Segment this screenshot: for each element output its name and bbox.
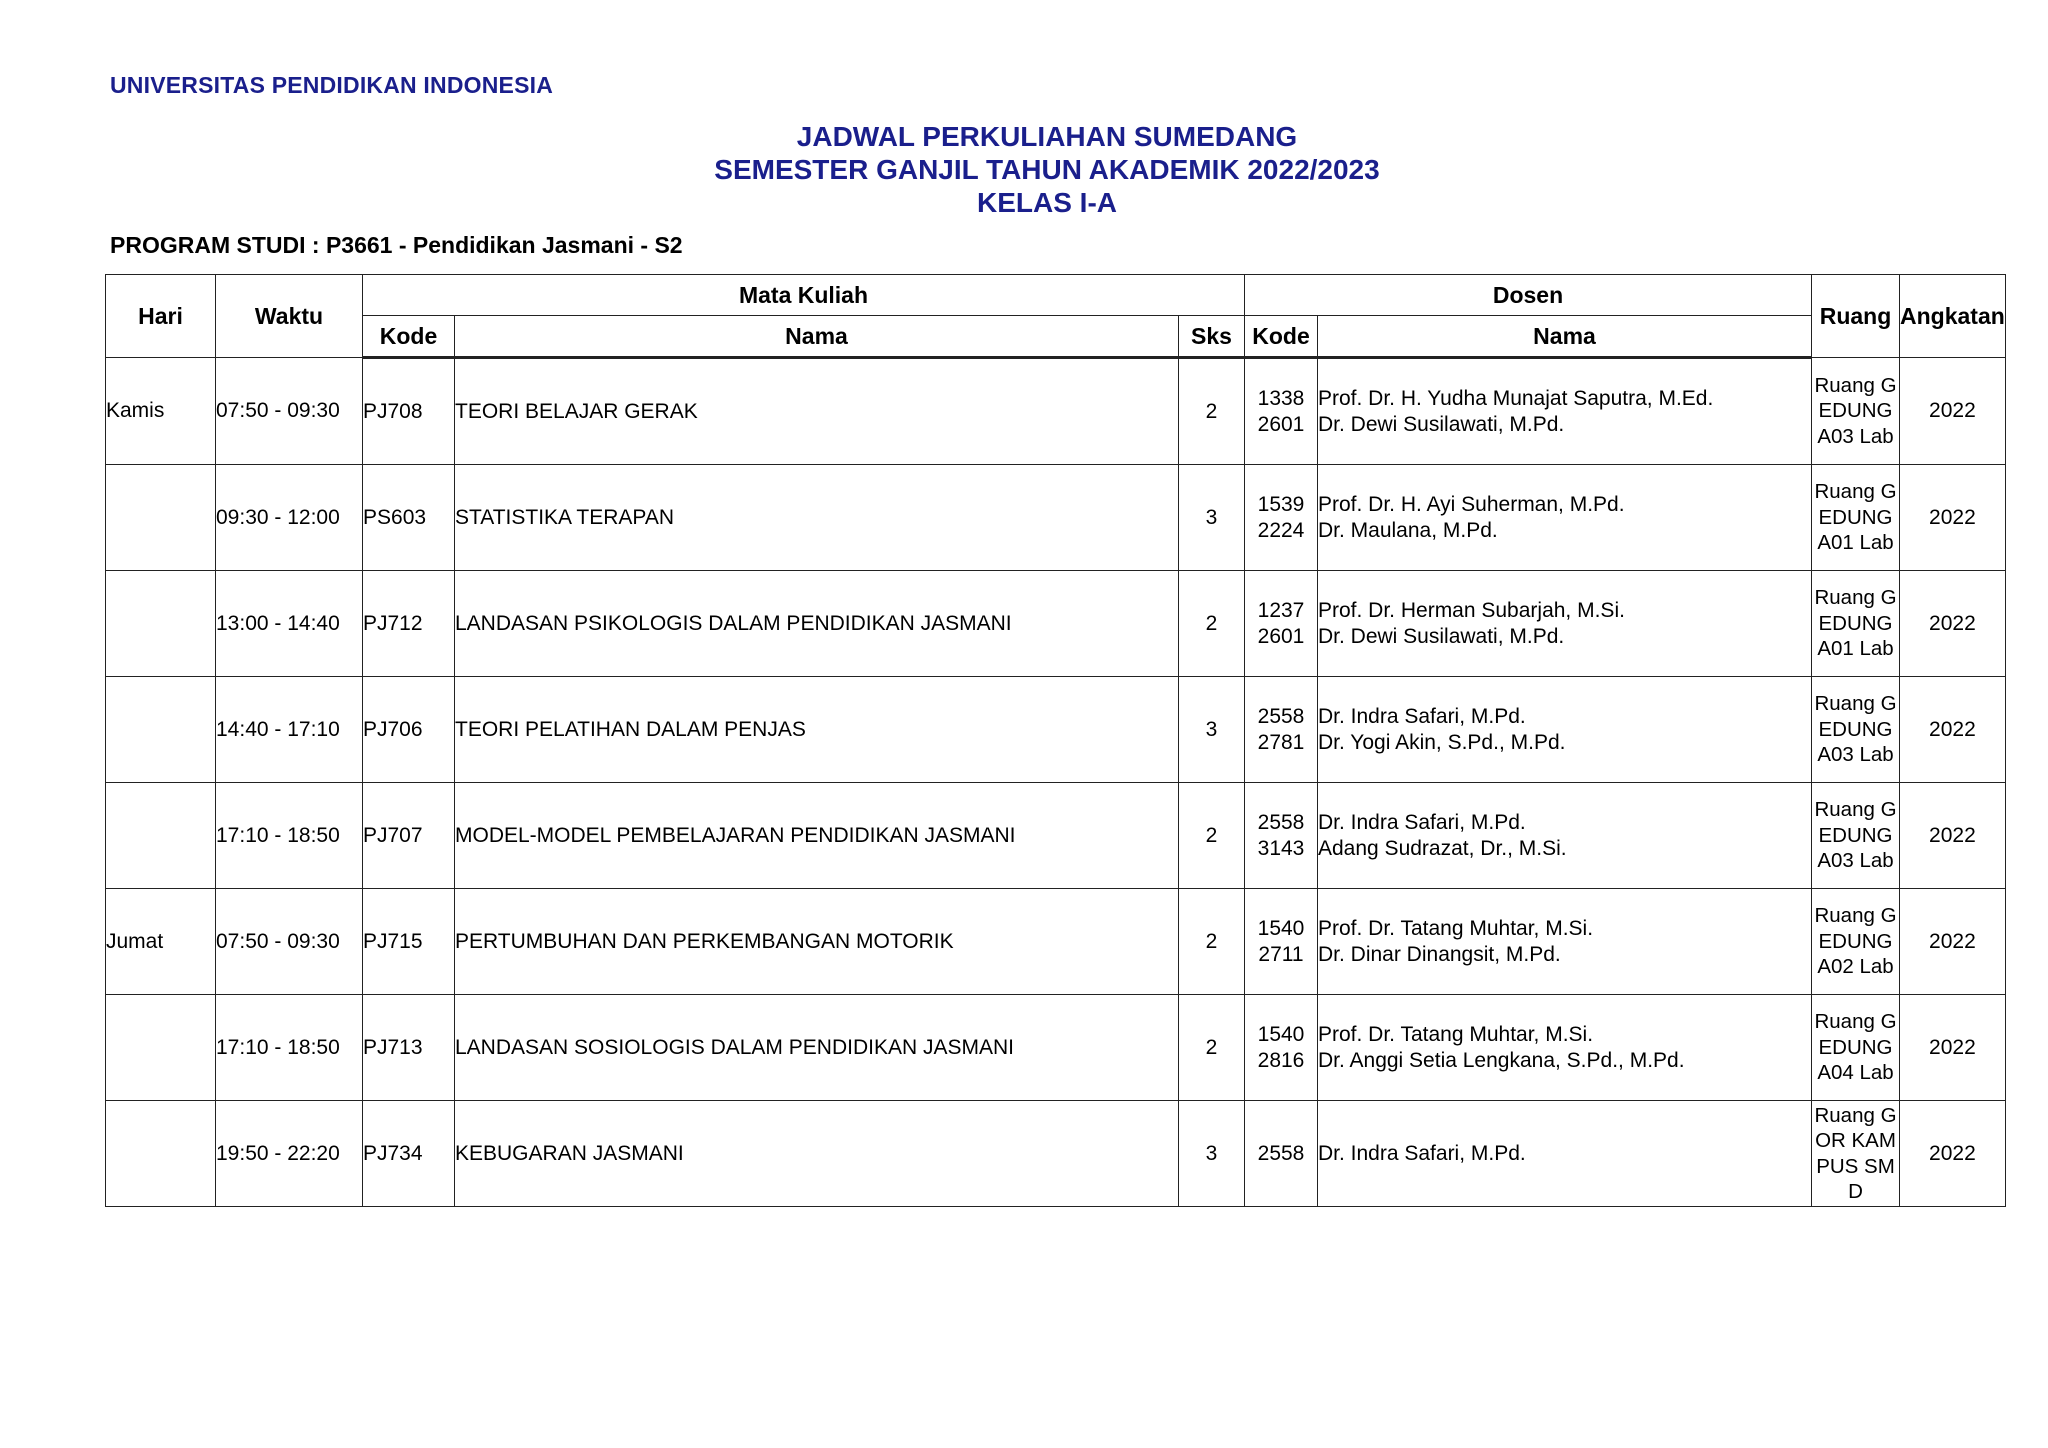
cell-dosen-nama: [1318, 571, 1812, 677]
cell-nama: STATISTIKA TERAPAN: [455, 465, 1179, 571]
dosen-kode-1: 2558: [1257, 1141, 1305, 1165]
cell-ruang: Ruang GEDUNG A03 Lab: [1812, 783, 1900, 889]
cell-kode: PJ707: [363, 783, 455, 889]
dosen-kode-2: 2781: [1257, 730, 1305, 754]
cell-dosen-nama: [1318, 677, 1812, 783]
cell-kode: PJ715: [363, 889, 455, 995]
cell-angkatan: 2022: [1900, 677, 2006, 783]
cell-dosen-nama: [1318, 1101, 1812, 1207]
header-dosen-kode: Kode: [1245, 316, 1318, 358]
table-row: [106, 995, 2006, 1101]
cell-waktu: 17:10 - 18:50: [216, 995, 363, 1101]
cell-sks: 2: [1179, 889, 1245, 995]
table-row: [106, 677, 2006, 783]
cell-ruang: Ruang GEDUNG A01 Lab: [1812, 571, 1900, 677]
header-dosen: Dosen: [1245, 275, 1812, 316]
cell-dosen-kode: [1245, 677, 1318, 783]
title-line-2: SEMESTER GANJIL TAHUN AKADEMIK 2022/2023: [714, 154, 1380, 185]
dosen-nama-2: Dr. Dewi Susilawati, M.Pd.: [1318, 412, 1565, 436]
cell-ruang: Ruang GEDUNG A01 Lab: [1812, 465, 1900, 571]
cell-angkatan: 2022: [1900, 571, 2006, 677]
cell-kode: PS603: [363, 465, 455, 571]
dosen-kode-2: 2711: [1258, 942, 1304, 966]
cell-dosen-kode: [1245, 1101, 1318, 1207]
dosen-kode-1: 1237: [1257, 598, 1305, 622]
cell-kode: PJ712: [363, 571, 455, 677]
dosen-kode-1: 1539: [1257, 492, 1305, 516]
dosen-nama-2: Adang Sudrazat, Dr., M.Si.: [1318, 836, 1567, 860]
cell-nama: MODEL-MODEL PEMBELAJARAN PENDIDIKAN JASMANI: [455, 783, 1179, 889]
cell-hari: [106, 995, 216, 1101]
cell-sks: 2: [1179, 783, 1245, 889]
cell-waktu: 14:40 - 17:10: [216, 677, 363, 783]
dosen-nama-1: Dr. Indra Safari, M.Pd.: [1318, 704, 1526, 728]
dosen-nama-2: Dr. Anggi Setia Lengkana, S.Pd., M.Pd.: [1318, 1048, 1685, 1072]
cell-ruang: Ruang GOR KAMPUS SMD: [1812, 1101, 1900, 1207]
dosen-nama-1: Prof. Dr. Herman Subarjah, M.Si.: [1318, 598, 1625, 622]
cell-waktu: 07:50 - 09:30: [216, 358, 363, 465]
dosen-kode-2: 2816: [1257, 1048, 1305, 1072]
dosen-nama-1: Prof. Dr. H. Yudha Munajat Saputra, M.Ed.: [1318, 386, 1714, 410]
cell-waktu: 09:30 - 12:00: [216, 465, 363, 571]
cell-nama: TEORI BELAJAR GERAK: [455, 358, 1179, 465]
program-studi: PROGRAM STUDI : P3661 - Pendidikan Jasmani - S2: [110, 232, 683, 258]
cell-nama: LANDASAN SOSIOLOGIS DALAM PENDIDIKAN JASMANI: [455, 995, 1179, 1101]
header-angkatan: Angkatan: [1900, 275, 2006, 358]
table-row: [106, 1101, 2006, 1207]
cell-hari: [106, 571, 216, 677]
cell-dosen-kode: [1245, 889, 1318, 995]
header-hari: Hari: [106, 275, 216, 358]
cell-hari: [106, 677, 216, 783]
dosen-kode-2: 2601: [1257, 412, 1305, 436]
cell-hari: [106, 783, 216, 889]
cell-kode: PJ713: [363, 995, 455, 1101]
cell-ruang: Ruang GEDUNG A03 Lab: [1812, 358, 1900, 465]
cell-nama: KEBUGARAN JASMANI: [455, 1101, 1179, 1207]
cell-angkatan: 2022: [1900, 358, 2006, 465]
cell-nama: LANDASAN PSIKOLOGIS DALAM PENDIDIKAN JASMANI: [455, 571, 1179, 677]
header-mk-kode: Kode: [363, 316, 455, 358]
cell-ruang: Ruang GEDUNG A03 Lab: [1812, 677, 1900, 783]
cell-hari: [106, 465, 216, 571]
cell-hari: Jumat: [106, 889, 216, 995]
cell-sks: 2: [1179, 358, 1245, 465]
cell-angkatan: 2022: [1900, 1101, 2006, 1207]
table-row: [106, 465, 2006, 571]
header-ruang: Ruang: [1812, 275, 1900, 358]
table-row: [106, 571, 2006, 677]
table-row: [106, 889, 2006, 995]
dosen-nama-2: Dr. Yogi Akin, S.Pd., M.Pd.: [1318, 730, 1566, 754]
university-name: UNIVERSITAS PENDIDIKAN INDONESIA: [110, 72, 554, 98]
cell-hari: [106, 1101, 216, 1207]
cell-kode: PJ708: [363, 358, 455, 465]
table-row: [106, 783, 2006, 889]
cell-nama: PERTUMBUHAN DAN PERKEMBANGAN MOTORIK: [455, 889, 1179, 995]
cell-dosen-kode: [1245, 995, 1318, 1101]
cell-angkatan: 2022: [1900, 783, 2006, 889]
cell-dosen-nama: [1318, 995, 1812, 1101]
cell-angkatan: 2022: [1900, 889, 2006, 995]
cell-ruang: Ruang GEDUNG A04 Lab: [1812, 995, 1900, 1101]
cell-sks: 2: [1179, 571, 1245, 677]
dosen-nama-2: Dr. Dinar Dinangsit, M.Pd.: [1318, 942, 1561, 966]
header-dosen-nama: Nama: [1318, 316, 1812, 358]
dosen-nama-1: Dr. Indra Safari, M.Pd.: [1318, 810, 1526, 834]
dosen-kode-1: 1540: [1257, 916, 1305, 940]
cell-angkatan: 2022: [1900, 465, 2006, 571]
header-mk-nama: Nama: [455, 316, 1179, 358]
cell-waktu: 19:50 - 22:20: [216, 1101, 363, 1207]
cell-dosen-nama: [1318, 465, 1812, 571]
dosen-nama-1: Prof. Dr. Tatang Muhtar, M.Si.: [1318, 1022, 1594, 1046]
title-line-1: JADWAL PERKULIAHAN SUMEDANG: [796, 121, 1298, 152]
dosen-nama-1: Dr. Indra Safari, M.Pd.: [1318, 1141, 1526, 1165]
dosen-kode-1: 2558: [1257, 704, 1305, 728]
dosen-kode-1: 1338: [1257, 386, 1305, 410]
cell-dosen-nama: [1318, 889, 1812, 995]
cell-ruang: Ruang GEDUNG A02 Lab: [1812, 889, 1900, 995]
title-line-3: KELAS I-A: [977, 187, 1117, 218]
table-row: [106, 358, 2006, 465]
header-mk-sks: Sks: [1179, 316, 1245, 358]
cell-sks: 2: [1179, 995, 1245, 1101]
dosen-kode-2: 3143: [1257, 836, 1305, 860]
dosen-kode-1: 1540: [1257, 1022, 1305, 1046]
cell-sks: 3: [1179, 677, 1245, 783]
cell-kode: PJ734: [363, 1101, 455, 1207]
cell-dosen-nama: [1318, 358, 1812, 465]
header-mata-kuliah: Mata Kuliah: [363, 275, 1245, 316]
cell-sks: 3: [1179, 1101, 1245, 1207]
dosen-kode-2: 2601: [1257, 624, 1305, 648]
cell-dosen-kode: [1245, 783, 1318, 889]
cell-angkatan: 2022: [1900, 995, 2006, 1101]
dosen-nama-1: Prof. Dr. Tatang Muhtar, M.Si.: [1318, 916, 1594, 940]
cell-waktu: 07:50 - 09:30: [216, 889, 363, 995]
cell-dosen-kode: [1245, 571, 1318, 677]
cell-waktu: 13:00 - 14:40: [216, 571, 363, 677]
cell-kode: PJ706: [363, 677, 455, 783]
cell-sks: 3: [1179, 465, 1245, 571]
document-title: [0, 120, 2048, 219]
cell-nama: TEORI PELATIHAN DALAM PENJAS: [455, 677, 1179, 783]
dosen-nama-2: Dr. Dewi Susilawati, M.Pd.: [1318, 624, 1565, 648]
dosen-nama-1: Prof. Dr. H. Ayi Suherman, M.Pd.: [1318, 492, 1625, 516]
cell-dosen-kode: [1245, 358, 1318, 465]
dosen-nama-2: Dr. Maulana, M.Pd.: [1318, 518, 1498, 542]
dosen-kode-1: 2558: [1257, 810, 1305, 834]
cell-waktu: 17:10 - 18:50: [216, 783, 363, 889]
cell-dosen-nama: [1318, 783, 1812, 889]
cell-hari: Kamis: [106, 358, 216, 465]
header-waktu: Waktu: [216, 275, 363, 358]
cell-dosen-kode: [1245, 465, 1318, 571]
dosen-kode-2: 2224: [1257, 518, 1305, 542]
schedule-table: [105, 274, 2006, 1207]
